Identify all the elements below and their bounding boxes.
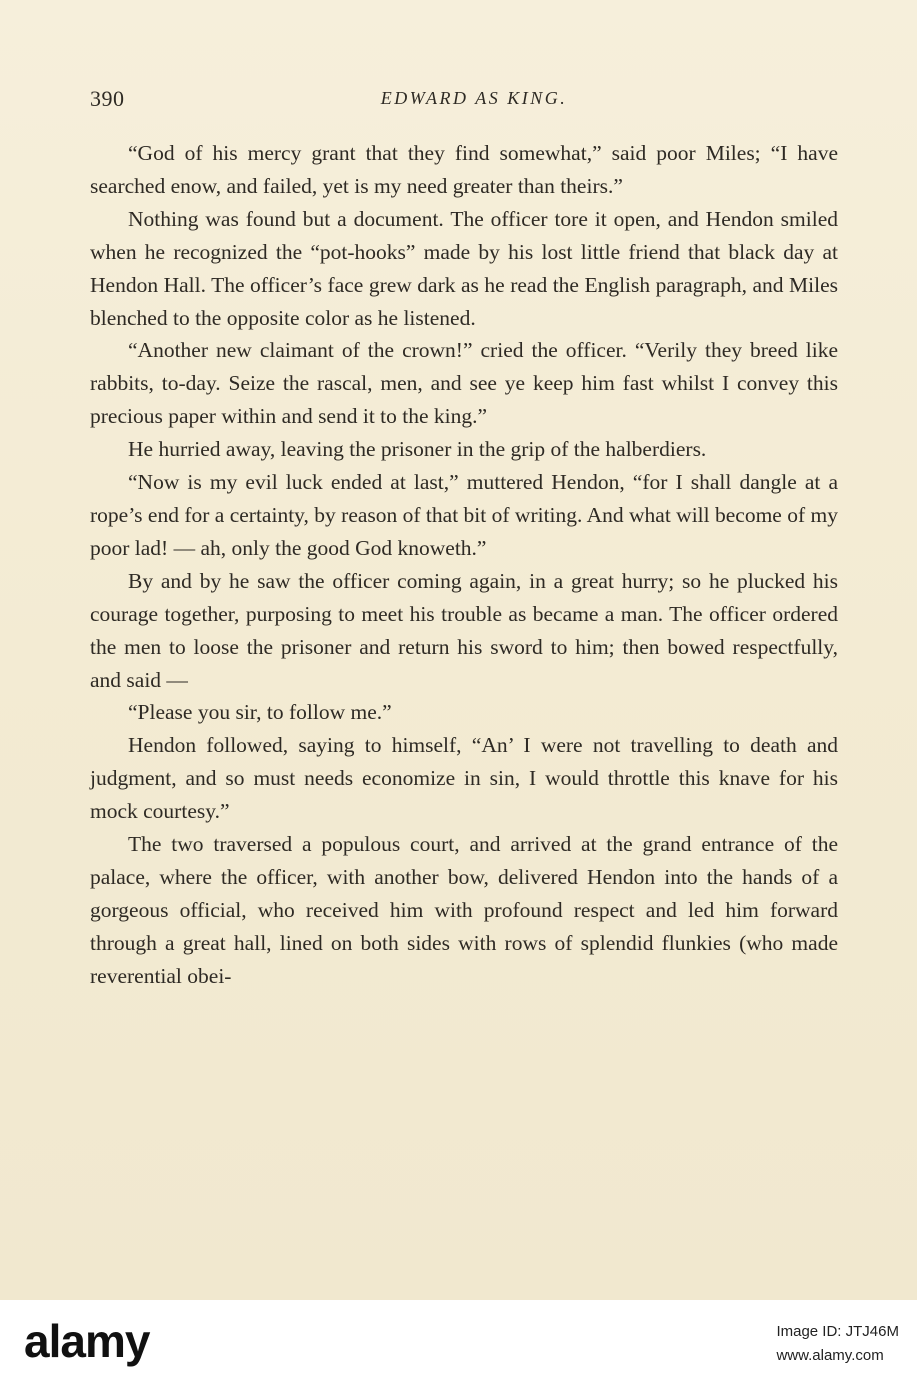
paragraph: “Another new claimant of the crown!” cried the officer. “Verily they breed like rabbits, to-day. Seize the rascal, men, and see ye keep him fast whilst I convey this precious paper within and send it to the king.”	[90, 338, 838, 429]
paragraph: Nothing was found but a document. The officer tore it open, and Hendon smiled when he recognized the “pot-hooks” made by his lost little friend that black day at Hendon Hall. The officer’s face grew dark as he read the English paragraph, and Miles blenched to the opposite color as he listened.	[90, 206, 838, 330]
paragraph: Hendon followed, saying to himself, “An’ I were not travelling to death and judgment, and so must needs economize in sin, I would throttle this knave for his mock courtesy.”	[90, 733, 838, 824]
paragraph: By and by he saw the officer coming again, in a great hurry; so he plucked his courage together, purposing to meet his trouble as became a man. The officer ordered the men to loose the prisoner and return his sword to him; then bowed respectfully, and said —	[90, 568, 838, 692]
body-text	[90, 137, 838, 993]
image-id: Image ID: JTJ46M	[776, 1323, 899, 1340]
stock-footer-bar	[0, 1300, 917, 1390]
alamy-logo: alamy	[24, 1315, 150, 1367]
paragraph: “God of his mercy grant that they find somewhat,” said poor Miles; “I have searched enow, and failed, yet is my need greater than theirs.”	[90, 141, 838, 198]
paragraph: He hurried away, leaving the prisoner in the grip of the halberdiers.	[128, 437, 707, 462]
paragraph: “Please you sir, to follow me.”	[128, 700, 392, 725]
page-number: 390	[90, 86, 125, 111]
paragraph: The two traversed a populous court, and arrived at the grand entrance of the palace, where the officer, with another bow, delivered Hendon into the hands of a gorgeous official, who received him with profound respect and led him forward through a great hall, lined on both sides with rows of splendid flunkies (who made reverential obei-	[90, 832, 838, 988]
running-title: EDWARD AS KING.	[380, 88, 568, 108]
site-url: www.alamy.com	[776, 1347, 884, 1364]
paragraph: “Now is my evil luck ended at last,” muttered Hendon, “for I shall dangle at a rope’s end for a certainty, by reason of that bit of writing. And what will become of my poor lad! — ah, only the good God knoweth.”	[90, 470, 838, 560]
image-meta	[776, 1320, 899, 1368]
running-head	[90, 86, 840, 116]
